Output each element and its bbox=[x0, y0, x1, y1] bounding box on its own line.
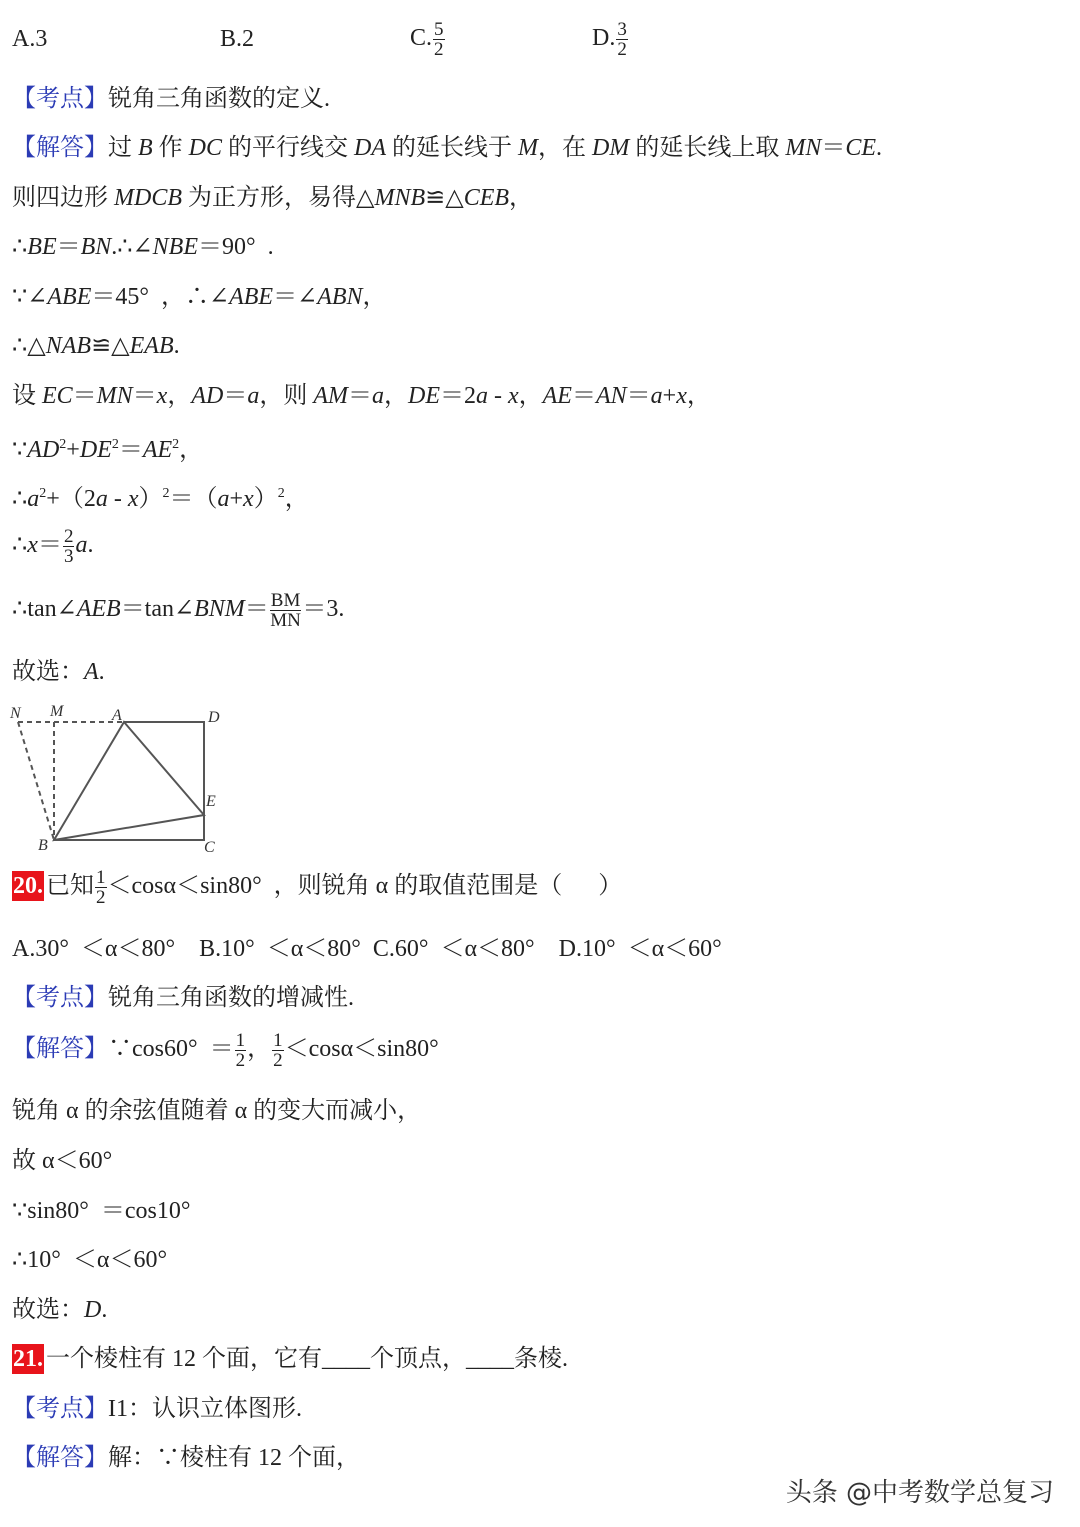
label-b: B bbox=[38, 837, 48, 854]
text: ＝45° ，∴∠ bbox=[91, 284, 230, 310]
text: ， bbox=[509, 185, 534, 211]
fraction bbox=[433, 20, 445, 59]
label-d: D bbox=[208, 709, 220, 726]
text-line bbox=[12, 1295, 107, 1325]
fraction bbox=[616, 20, 628, 59]
numerator: 1 bbox=[235, 1030, 246, 1051]
math-variable: NBE bbox=[152, 234, 198, 260]
math-variable: a bbox=[75, 532, 88, 559]
superscript: 2 bbox=[39, 486, 47, 501]
superscript: 2 bbox=[172, 437, 180, 452]
section-tag: 【考点】 bbox=[12, 985, 108, 1011]
question-number: 21. bbox=[13, 1346, 43, 1372]
geometry-diagram bbox=[6, 700, 236, 860]
math-variable: AM bbox=[313, 383, 348, 409]
text: ＝ bbox=[571, 383, 596, 409]
text: 过 bbox=[108, 135, 138, 161]
math-variable: x bbox=[156, 383, 168, 409]
section-tag: 【考点】 bbox=[12, 86, 108, 112]
text-line bbox=[12, 527, 93, 566]
math-variable: a bbox=[371, 383, 384, 409]
text: ＝ bbox=[37, 532, 62, 559]
text: 故选： bbox=[12, 1297, 84, 1323]
math-variable: M bbox=[518, 135, 539, 161]
label-m: M bbox=[50, 703, 64, 720]
text: .∴∠ bbox=[111, 234, 153, 260]
math-variable: MN bbox=[96, 383, 133, 409]
text-line bbox=[12, 430, 203, 465]
fraction bbox=[95, 868, 107, 907]
text: + bbox=[66, 437, 80, 463]
text-line bbox=[12, 479, 309, 514]
text: 故 α＜60° bbox=[12, 1148, 113, 1174]
text: ∵∠ bbox=[12, 284, 48, 310]
math-variable: a bbox=[475, 383, 488, 409]
math-variable: a bbox=[27, 486, 40, 512]
text: A.30° ＜α＜80° B.10° ＜α＜80° C.60° ＜α＜80° D.10° ＜α＜60° bbox=[12, 936, 722, 962]
text: ＝ bbox=[56, 234, 81, 260]
math-variable: A bbox=[84, 659, 99, 685]
math-variable: MDCB bbox=[114, 185, 182, 211]
text: ， bbox=[518, 383, 543, 409]
text-line bbox=[12, 868, 622, 907]
text: ， bbox=[167, 383, 192, 409]
section-tag: 【解答】 bbox=[12, 135, 108, 161]
math-variable: a bbox=[95, 486, 108, 512]
math-variable: a bbox=[247, 383, 260, 409]
text: 一个棱柱有 12 个面，它有____个顶点，____条棱. bbox=[46, 1346, 568, 1372]
text: ， bbox=[247, 1036, 272, 1063]
text: 已知 bbox=[46, 873, 94, 900]
math-variable: EAB bbox=[129, 333, 174, 359]
math-variable: MN bbox=[785, 135, 822, 161]
denominator: 2 bbox=[96, 887, 106, 908]
math-variable: x bbox=[27, 532, 38, 559]
text: +（2 bbox=[46, 486, 96, 512]
triangle-abe bbox=[54, 722, 204, 840]
text: 的延长线上取 bbox=[629, 135, 786, 161]
math-variable: CEB bbox=[463, 185, 510, 211]
text: ＝tan∠ bbox=[120, 596, 195, 623]
dashed-line-nb bbox=[18, 722, 54, 840]
text: ∵ bbox=[12, 437, 28, 463]
text: ，则 bbox=[259, 383, 314, 409]
math-variable: DE bbox=[407, 383, 440, 409]
math-variable: MNB bbox=[374, 185, 426, 211]
text: ≌△ bbox=[91, 333, 130, 359]
text-line bbox=[12, 1394, 302, 1424]
text-line bbox=[12, 183, 533, 213]
text: . bbox=[98, 659, 105, 685]
text: 解：∵棱柱有 12 个面， bbox=[108, 1445, 360, 1471]
text: ＝ bbox=[223, 383, 248, 409]
text: ＝ bbox=[626, 383, 651, 409]
denominator: 2 bbox=[235, 1050, 246, 1071]
text-line bbox=[12, 381, 711, 411]
text: ＝ bbox=[72, 383, 97, 409]
text: ∴tan∠ bbox=[12, 596, 77, 623]
text: 为正方形，易得△ bbox=[182, 185, 375, 211]
label-e: E bbox=[206, 793, 216, 810]
text: ＝（ bbox=[169, 486, 218, 512]
label-c: C bbox=[204, 839, 215, 856]
numerator: 5 bbox=[434, 19, 444, 40]
text: 锐角 α 的余弦值随着 α 的变大而减小， bbox=[12, 1098, 422, 1124]
text: 作 bbox=[152, 135, 189, 161]
math-variable: EC bbox=[42, 383, 73, 409]
text: 的平行线交 bbox=[222, 135, 355, 161]
text: ， bbox=[179, 437, 204, 463]
denominator: 2 bbox=[617, 39, 627, 60]
text: ＝ bbox=[347, 383, 372, 409]
text: ∴10° ＜α＜60° bbox=[12, 1247, 168, 1273]
text: ∴ bbox=[12, 532, 28, 559]
text: ≌△ bbox=[425, 185, 464, 211]
text: ∴△ bbox=[12, 333, 46, 359]
math-variable: ABE bbox=[229, 284, 274, 310]
text-line bbox=[12, 1344, 568, 1374]
option-1: B.2 bbox=[220, 26, 255, 52]
math-variable: DC bbox=[188, 135, 223, 161]
math-variable: AEB bbox=[76, 596, 121, 623]
math-variable: B bbox=[138, 135, 153, 161]
text-line bbox=[12, 591, 344, 630]
numerator: 2 bbox=[63, 526, 74, 547]
text: ， bbox=[362, 284, 387, 310]
text: ， bbox=[383, 383, 408, 409]
math-variable: a bbox=[650, 383, 663, 409]
text: . bbox=[87, 532, 94, 559]
text-line bbox=[12, 1096, 421, 1126]
text: ＝90° . bbox=[198, 234, 274, 260]
text: 锐角三角函数的增减性. bbox=[108, 985, 354, 1011]
text: ， bbox=[686, 383, 711, 409]
label-a: A bbox=[112, 707, 122, 724]
section-tag: 【解答】 bbox=[12, 1036, 108, 1063]
text-line bbox=[12, 1196, 190, 1226]
math-variable: x bbox=[243, 486, 254, 512]
denominator: MN bbox=[270, 610, 301, 631]
text: 设 bbox=[12, 383, 42, 409]
text: ＝∠ bbox=[273, 284, 318, 310]
text: ∴ bbox=[12, 234, 28, 260]
text-line bbox=[12, 983, 354, 1013]
math-variable: CE bbox=[845, 135, 877, 161]
text: ∵cos60° ＝ bbox=[108, 1036, 234, 1063]
denominator: 2 bbox=[434, 39, 444, 60]
option-2: C. $\frac{5}{2}$ bbox=[410, 19, 444, 60]
numerator: 3 bbox=[617, 19, 627, 40]
text-line bbox=[12, 1031, 439, 1070]
superscript: 2 bbox=[59, 437, 67, 452]
text: ＝3. bbox=[302, 596, 345, 623]
math-variable: x bbox=[127, 486, 139, 512]
superscript: 2 bbox=[111, 437, 119, 452]
text-line bbox=[12, 331, 180, 361]
math-variable: BE bbox=[27, 234, 57, 260]
fraction bbox=[235, 1031, 247, 1070]
numerator: BM bbox=[270, 590, 301, 611]
text: ） bbox=[253, 486, 278, 512]
math-variable: DE bbox=[79, 437, 112, 463]
superscript: 2 bbox=[162, 486, 170, 501]
math-variable: AD bbox=[27, 437, 60, 463]
fraction bbox=[272, 1031, 284, 1070]
denominator: 2 bbox=[273, 1050, 283, 1071]
text-line bbox=[12, 133, 882, 163]
text: ） bbox=[138, 486, 163, 512]
text: ，在 bbox=[538, 135, 593, 161]
math-variable: ABN bbox=[317, 284, 363, 310]
numerator: 1 bbox=[273, 1030, 283, 1051]
text: + bbox=[229, 486, 244, 512]
section-tag: 【解答】 bbox=[12, 1445, 108, 1471]
text: ＜cosα＜sin80° ，则锐角 α 的取值范围是（ ） bbox=[107, 873, 623, 900]
text: ＝ bbox=[132, 383, 157, 409]
section-tag: 【考点】 bbox=[12, 1396, 108, 1422]
text: . bbox=[876, 135, 883, 161]
fraction bbox=[270, 591, 302, 630]
text: 故选： bbox=[12, 659, 84, 685]
text: ＝ bbox=[821, 135, 846, 161]
text-line bbox=[12, 1245, 167, 1275]
option-3: D. $\frac{3}{2}$ bbox=[592, 19, 627, 60]
superscript: 2 bbox=[277, 486, 285, 501]
math-variable: AE bbox=[142, 437, 173, 463]
math-variable: x bbox=[507, 383, 519, 409]
text: - bbox=[487, 383, 508, 409]
text: ， bbox=[284, 486, 309, 512]
option-0: A.3 bbox=[12, 26, 48, 52]
text: . bbox=[173, 333, 180, 359]
math-variable: AE bbox=[542, 383, 572, 409]
math-variable: ABE bbox=[47, 284, 92, 310]
math-variable: BN bbox=[80, 234, 112, 260]
text: ＝2 bbox=[439, 383, 476, 409]
text: 的延长线于 bbox=[386, 135, 519, 161]
text: + bbox=[662, 383, 677, 409]
text-line bbox=[12, 232, 274, 262]
text-line bbox=[12, 1443, 360, 1473]
text-line bbox=[12, 657, 105, 687]
label-n: N bbox=[10, 705, 21, 722]
text-line bbox=[12, 282, 387, 312]
text: . bbox=[101, 1297, 108, 1323]
math-variable: BNM bbox=[194, 596, 245, 623]
text-line bbox=[12, 1146, 112, 1176]
denominator: 3 bbox=[63, 546, 74, 567]
rect-adcb bbox=[54, 722, 204, 840]
math-variable: AD bbox=[191, 383, 224, 409]
math-variable: D bbox=[84, 1297, 102, 1323]
text: 则四边形 bbox=[12, 185, 114, 211]
numerator: 1 bbox=[96, 867, 106, 888]
question-number: 20. bbox=[13, 873, 43, 900]
math-variable: a bbox=[217, 486, 230, 512]
text: I1：认识立体图形. bbox=[108, 1396, 302, 1422]
math-variable: x bbox=[676, 383, 687, 409]
text: 锐角三角函数的定义. bbox=[108, 86, 330, 112]
text: ＜cosα＜sin80° bbox=[284, 1036, 439, 1063]
math-variable: NAB bbox=[45, 333, 92, 359]
math-variable: DA bbox=[354, 135, 387, 161]
text: ＝ bbox=[244, 596, 269, 623]
text: - bbox=[107, 486, 128, 512]
math-variable: DM bbox=[592, 135, 630, 161]
text: ＝ bbox=[118, 437, 143, 463]
text-line bbox=[12, 934, 722, 964]
text: ∴ bbox=[12, 486, 28, 512]
watermark: 头条 @中考数学总复习 bbox=[785, 1478, 1054, 1508]
fraction bbox=[63, 527, 75, 566]
math-variable: AN bbox=[595, 383, 627, 409]
text-line bbox=[12, 84, 330, 114]
text: ∵sin80° ＝cos10° bbox=[12, 1198, 191, 1224]
